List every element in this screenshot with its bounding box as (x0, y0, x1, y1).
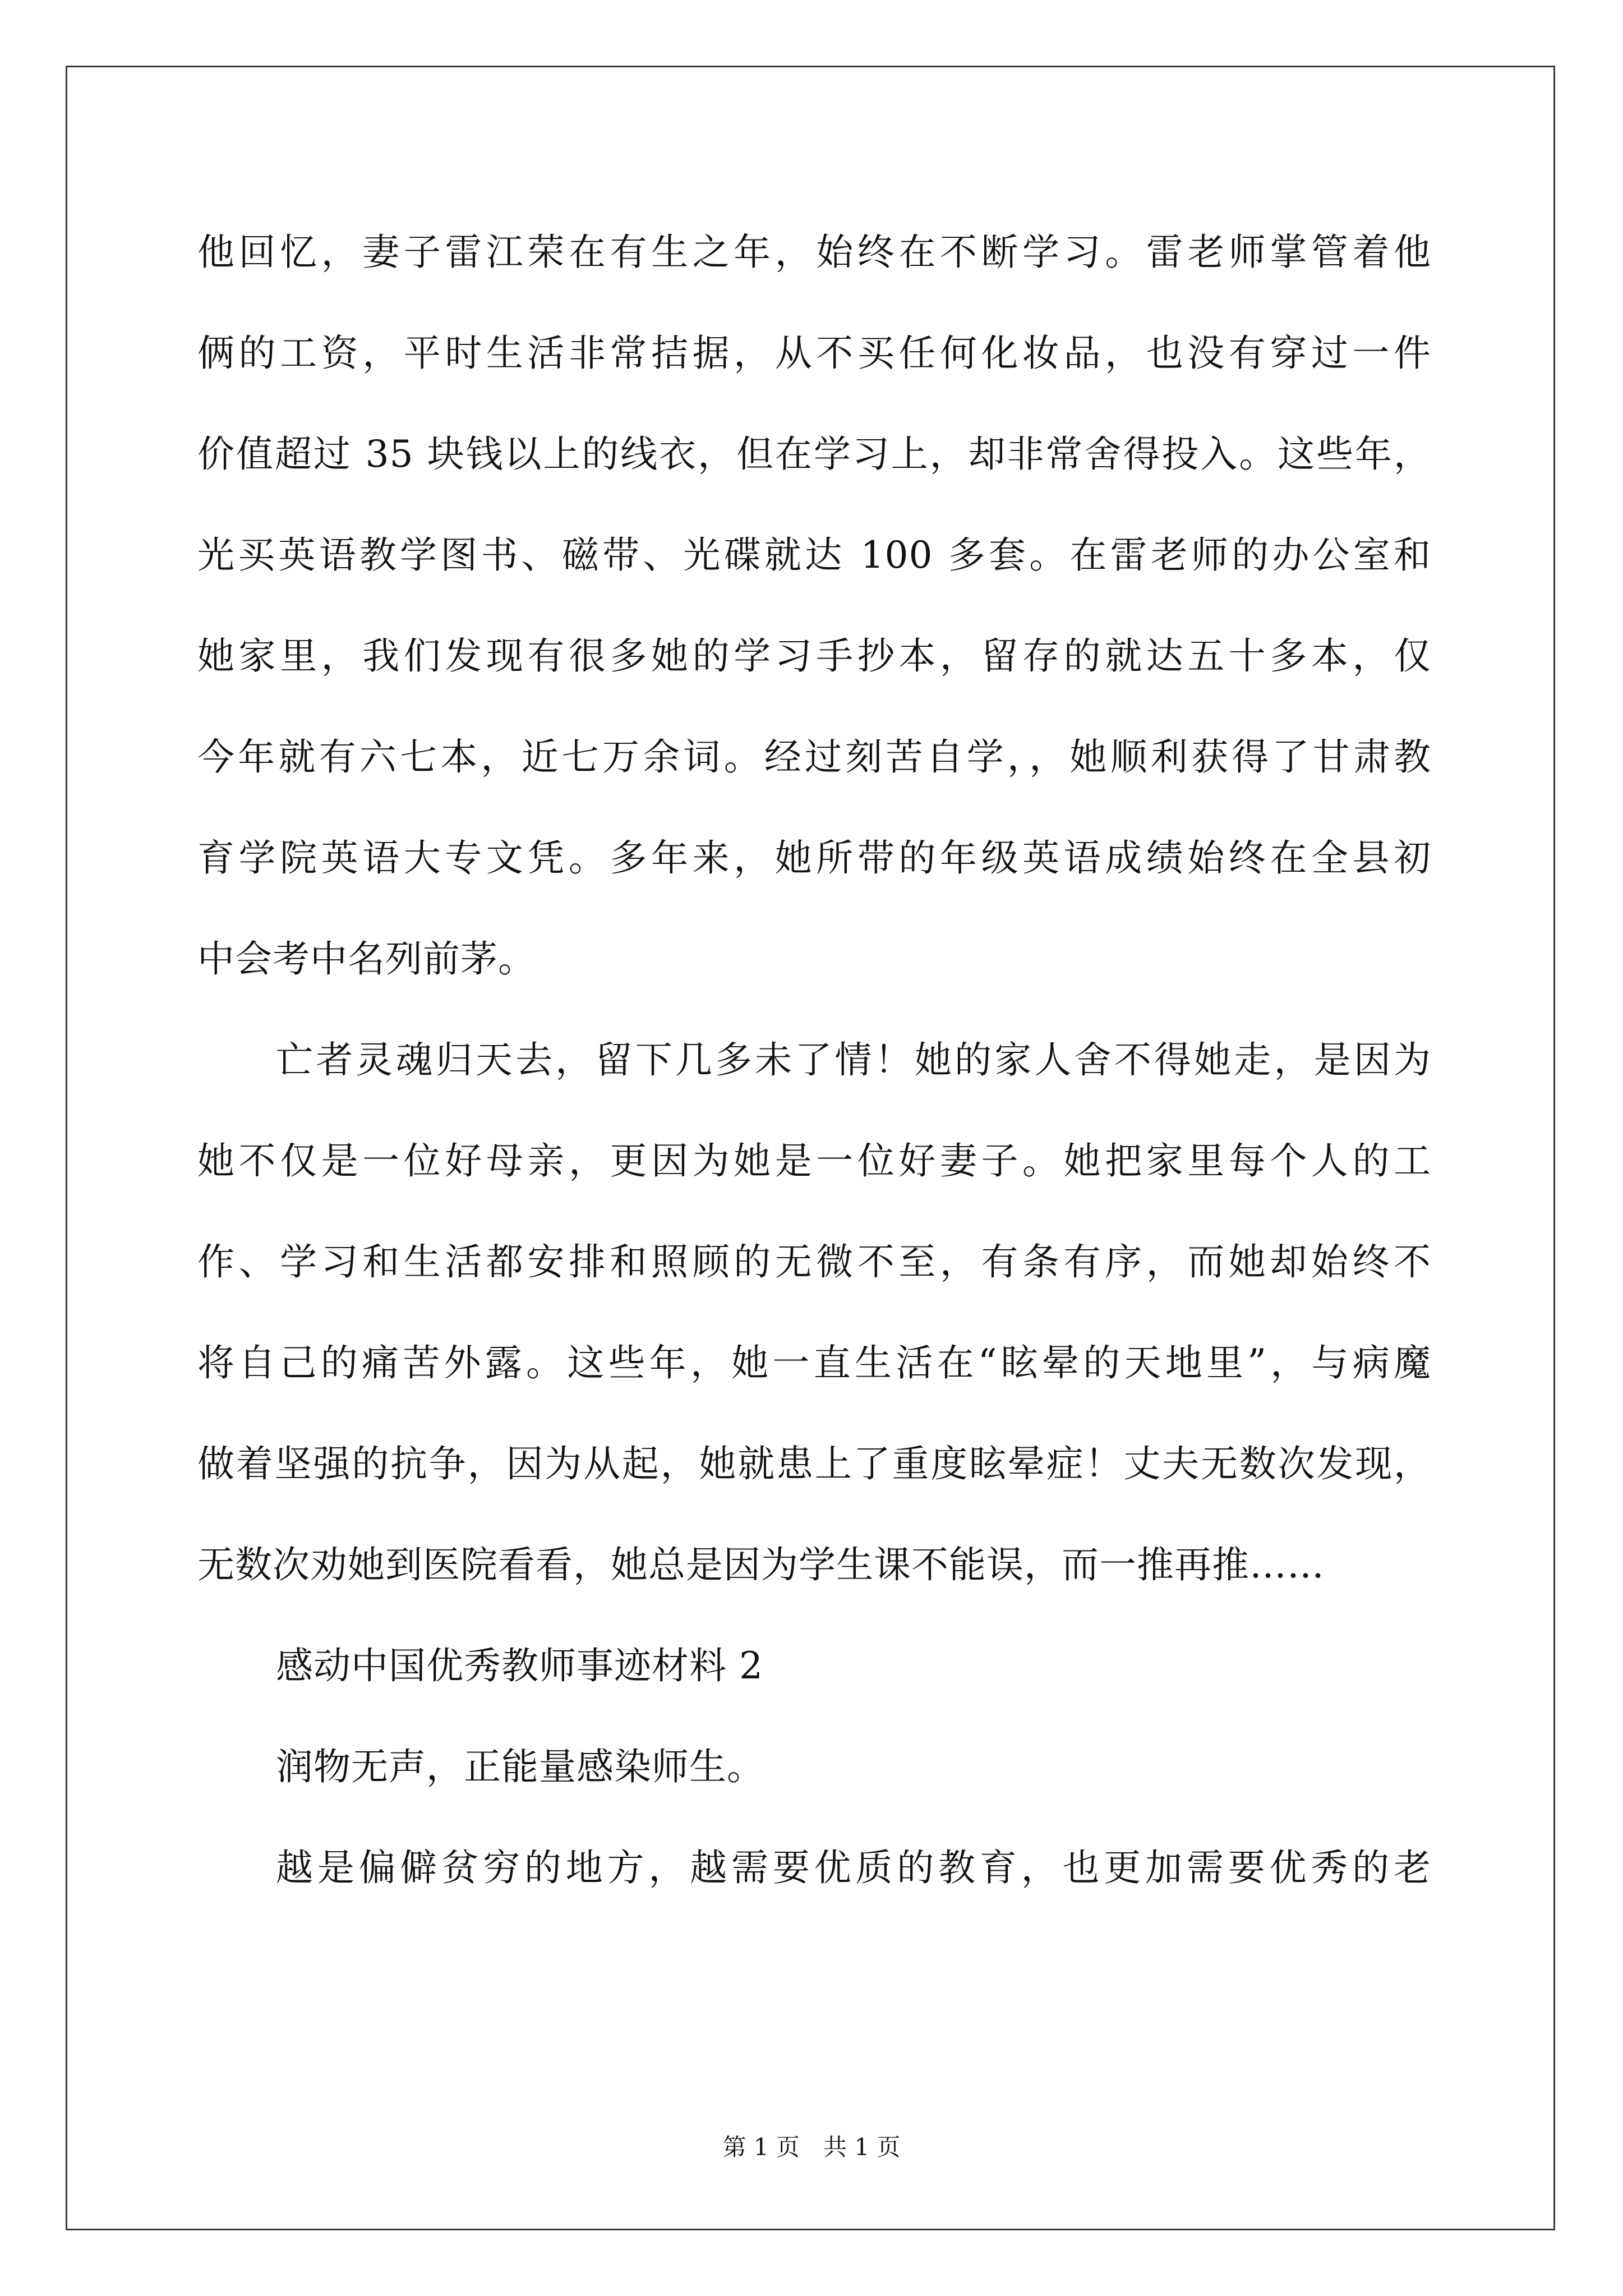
text-line: 润物无声，正能量感染师生。 (276, 1745, 764, 1788)
text-line: 今年就有六七本，近七万余词。经过刻苦自学，，她顺利获得了甘肃教 (197, 735, 1431, 779)
text-line: 她家里，我们发现有很多她的学习手抄本，留存的就达五十多本，仅 (197, 634, 1431, 678)
text-line: 他回忆，妻子雷江荣在有生之年，始终在不断学习。雷老师掌管着他 (197, 231, 1431, 274)
text-line: 亡者灵魂归天去，留下几多未了情！她的家人舍不得她走，是因为 (276, 1038, 1431, 1082)
text-line: 作、学习和生活都安排和照顾的无微不至，有条有序，而她却始终不 (197, 1240, 1431, 1283)
text-line: 无数次劝她到医院看看，她总是因为学生课不能误，而一推再推…… (197, 1543, 1325, 1586)
document-body (197, 216, 1431, 1932)
text-line: 光买英语教学图书、磁带、光碟就达 100 多套。在雷老师的办公室和 (197, 533, 1431, 577)
text-line: 她不仅是一位好母亲，更因为她是一位好妻子。她把家里每个人的工 (197, 1139, 1431, 1182)
text-line: 俩的工资，平时生活非常拮据，从不买任何化妆品，也没有穿过一件 (197, 332, 1431, 375)
section-heading: 感动中国优秀教师事迹材料 2 (276, 1644, 763, 1687)
page-footer: 第 1 页 共 1 页 (722, 2133, 901, 2161)
text-line: 做着坚强的抗争，因为从起，她就患上了重度眩晕症！丈夫无数次发现， (197, 1442, 1431, 1485)
text-line: 育学院英语大专文凭。多年来，她所带的年级英语成绩始终在全县初 (197, 836, 1431, 880)
text-line: 越是偏僻贫穷的地方，越需要优质的教育，也更加需要优秀的老 (276, 1846, 1431, 1889)
text-line: 价值超过 35 块钱以上的线衣，但在学习上，却非常舍得投入。这些年， (197, 432, 1431, 476)
text-line: 将自己的痛苦外露。这些年，她一直生活在“眩晕的天地里”，与病魔 (197, 1341, 1431, 1384)
text-line: 中会考中名列前茅。 (197, 937, 536, 981)
